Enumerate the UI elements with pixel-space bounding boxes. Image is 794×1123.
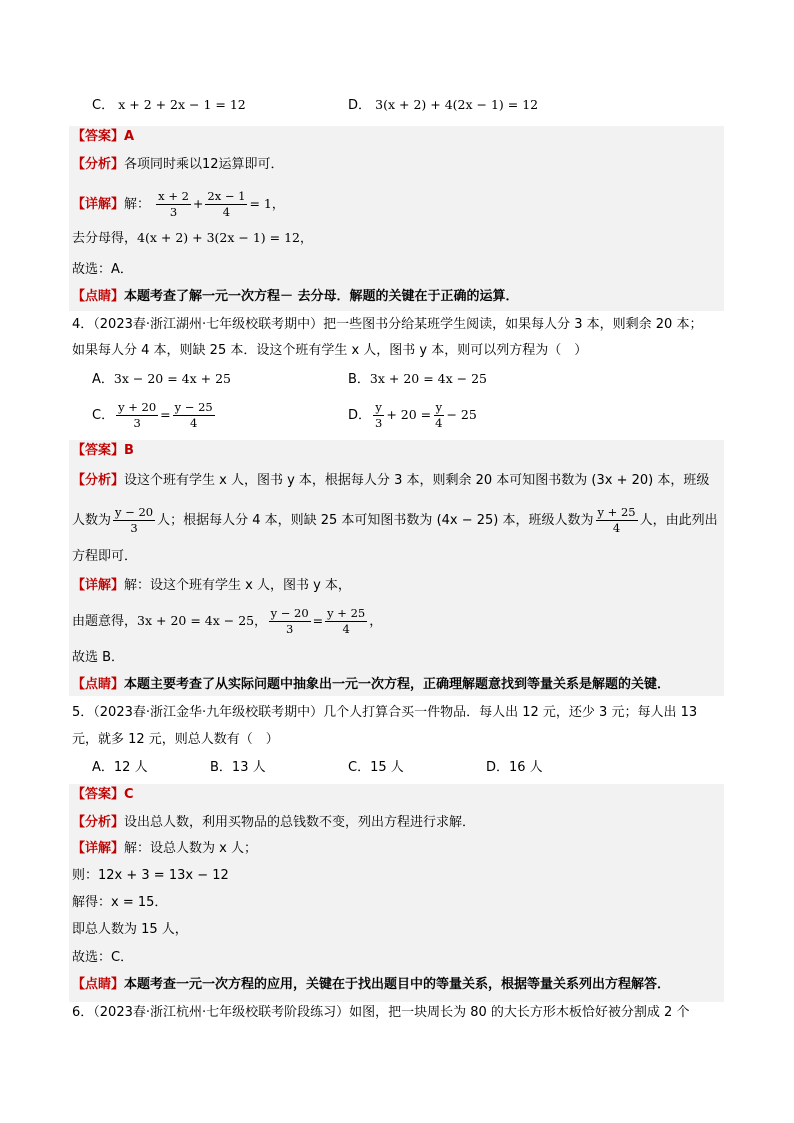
q3-comment [72, 288, 519, 306]
q3-option-d [348, 96, 538, 115]
fraction: $\frac{y}{4}$ [435, 400, 443, 430]
detail-prefix: 解： [124, 197, 151, 212]
q4-detail: 【详解】解：设这个班有学生 x 人，图书 y 本， [72, 578, 351, 593]
q4-option-c: C． $\frac{y + 20}{3}$ = $\frac{y - 25}{4}$ [92, 400, 213, 430]
q4-stem-line2: 如果每人分 4 本，则缺 25 本．设这个班有学生 x 人，图书 y 本，则可以列方程为（ ） [72, 343, 588, 358]
q4-comment: 【点睛】本题主要考查了从实际问题中抽象出一元一次方程，正确理解题意找到等量关系是解题的关键． [72, 677, 671, 692]
q3-choose: 故选：A． [72, 262, 133, 277]
fraction: $\frac{y + 25}{4}$ [327, 606, 366, 636]
q5-detail: 【详解】解：设总人数为 x 人； [72, 841, 257, 856]
analysis-tag: 【分析】 [72, 157, 125, 172]
fraction: $\frac{y - 20}{3}$ [270, 606, 309, 636]
q4-stem-line1: 4．（2023春·浙江湖州·七年级校联考期中）把一些图书分给某班学生阅读，如果每人分 3 本，则剩余 20 本； [72, 317, 703, 332]
fraction: $\frac{y - 20}{3}$ [115, 505, 154, 535]
q4-analysis-line1: 【分析】设这个班有学生 x 人，图书 y 本，根据每人分 3 本，则剩余 20 本可知图书数为 (3x + 20) 本，班级 [72, 473, 710, 488]
answer-value: A [124, 129, 135, 144]
q5-option-d: D．16 人 [486, 760, 543, 775]
q4-analysis-line2: 人数为 $\frac{y - 20}{3}$ 人；根据每人分 4 本，则缺 25 本可知图书数为 (4x − 25) 本，班级人数为 $\frac{y + 25}{4}$ 人，由此列出 [72, 505, 718, 535]
q3-answer [72, 128, 134, 146]
q3-analysis [72, 156, 284, 174]
q4-option-d: D． $\frac{y}{3}$ + 20 = $\frac{y}{4}$ − 25 [348, 400, 477, 430]
fraction: $\frac{y}{3}$ [375, 400, 383, 430]
q5-step2: 解得：x = 15． [72, 895, 168, 910]
q5-analysis: 【分析】设出总人数，利用买物品的总钱数不变，列出方程进行求解． [72, 815, 476, 830]
q5-option-a: A．12 人 [92, 760, 148, 775]
detail-tag: 【详解】 [72, 197, 125, 212]
q5-stem-line1: 5．（2023春·浙江金华·九年级校联考期中）几个人打算合买一件物品．每人出 12 元，还少 3 元；每人出 13 [72, 705, 698, 720]
q3-option-d-label: D． [348, 98, 372, 113]
q4-analysis-line3: 方程即可． [72, 549, 138, 564]
fraction: $\frac{x + 2}{3}$ [158, 189, 189, 219]
q3-step1: 去分母得，4(x + 2) + 3(2x − 1) = 12， [72, 230, 313, 246]
q5-step1: 则：12x + 3 = 13x − 12 [72, 868, 229, 883]
q5-option-b: B．13 人 [210, 760, 266, 775]
q5-stem-line2: 元，就多 12 元，则总人数有（ ） [72, 732, 279, 747]
q3-option-c-label: C． [92, 98, 115, 113]
q4-option-b: B．3x + 20 = 4x − 25 [348, 371, 487, 387]
q6-stem-line1: 6．（2023春·浙江杭州·七年级校联考阶段练习）如图，把一块周长为 80 的大长方形木板恰好被分割成 2 个 [72, 1005, 690, 1020]
q5-comment: 【点睛】本题考查一元一次方程的应用，关键在于找出题目中的等量关系，根据等量关系列出方程解答． [72, 977, 671, 992]
fraction: $\frac{y + 25}{4}$ [597, 505, 636, 535]
q3-option-c [92, 96, 246, 115]
q4-answer: 【答案】B [72, 443, 134, 458]
q3-option-c-expr: x + 2 + 2x − 1 = 12 [118, 97, 246, 112]
fraction: $\frac{y - 25}{4}$ [174, 400, 213, 430]
q5-option-c: C．15 人 [348, 760, 404, 775]
answer-tag: 【答案】 [72, 129, 125, 144]
comment-tag: 【点睛】 [72, 289, 125, 304]
math-expr: 4(x + 2) + 3(2x − 1) = 12， [137, 230, 313, 245]
q3-detail: 【详解】解： $\frac{x + 2}{3}$ + $\frac{2x - 1}{4}$ = 1， [72, 189, 285, 219]
analysis-text: 各项同时乘以12运算即可． [124, 157, 284, 172]
fraction: $\frac{2x - 1}{4}$ [207, 189, 246, 219]
q4-step: 由题意得，3x + 20 = 4x − 25， $\frac{y - 20}{3}$ = $\frac{y + 25}{4}$ ， [72, 606, 383, 636]
q4-choose: 故选 B． [72, 650, 125, 665]
q5-choose: 故选：C． [72, 950, 134, 965]
q3-option-d-expr: 3(x + 2) + 4(2x − 1) = 12 [375, 97, 539, 112]
q5-answer: 【答案】C [72, 787, 134, 802]
q4-option-a: A．3x − 20 = 4x + 25 [92, 371, 231, 387]
comment-text: 本题考查了解一元一次方程－ 去分母．解题的关键在于正确的运算． [124, 289, 519, 304]
fraction: $\frac{y + 20}{3}$ [118, 400, 157, 430]
q5-step3: 即总人数为 15 人， [72, 922, 188, 937]
